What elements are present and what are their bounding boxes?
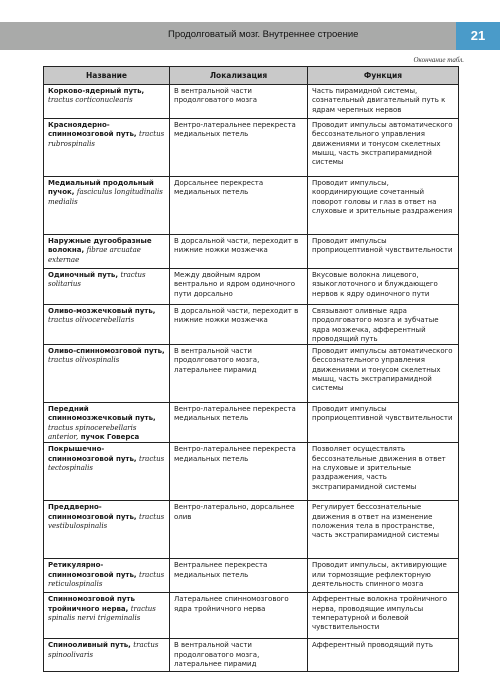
pathway-name-cell [44, 593, 170, 639]
table-row [44, 403, 459, 443]
page-number: 21 [456, 22, 500, 50]
pathway-name-cell [44, 403, 170, 443]
pathway-latin-name: tractus olivocerebellaris [48, 316, 135, 325]
table-body [44, 85, 459, 672]
pathway-name-cell [44, 501, 170, 559]
pathway-function-cell: Проводит импульсы, координирующие сочетанный поворот головы и глаз в ответ на слуховые и зрительные раздражения [308, 177, 459, 235]
pathway-name-cell [44, 85, 170, 119]
pathway-name-cell [44, 305, 170, 345]
table-row [44, 501, 459, 559]
pathway-name-cell [44, 345, 170, 403]
pathway-latin-name: tractus corticonuclearis [48, 96, 133, 105]
pathway-location-cell: Латеральнее спинномозгового ядра тройничного нерва [170, 593, 308, 639]
pathway-location-cell: В вентральной части продолговатого мозга, латеральнее пирамид [170, 639, 308, 672]
table-row [44, 177, 459, 235]
pathway-location-cell: Вентро-латеральнее перекреста медиальных петель [170, 119, 308, 177]
pathway-location-cell: Между двойным ядром вентрально и ядром одиночного пути дорсально [170, 269, 308, 305]
pathway-location-cell: Дорсальнее перекреста медиальных петель [170, 177, 308, 235]
table-row [44, 345, 459, 403]
pathway-name: Передний спинномозжечковый путь, [48, 405, 156, 423]
pathway-latin-name: tractus vestibulospinalis [48, 512, 165, 530]
page-header [0, 22, 500, 50]
pathway-function-cell: Часть пирамидной системы, сознательный двигательный путь к ядрам черепных нервов [308, 85, 459, 119]
column-header-location: Локализация [170, 67, 308, 85]
pathway-function-cell: Проводит импульсы проприоцептивной чувствительности [308, 235, 459, 269]
pathway-name-cell [44, 269, 170, 305]
pathway-name-cell [44, 177, 170, 235]
table-continuation-note: Окончание табл. [413, 56, 464, 64]
pathway-latin-name: tractus tectospinalis [48, 454, 165, 472]
pathway-location-cell: Вентро-латеральнее перекреста медиальных петель [170, 443, 308, 501]
pathway-function-cell: Вкусовые волокна лицевого, языкоглоточного и блуждающего нервов к ядру одиночного пути [308, 269, 459, 305]
pathway-name: Корково-ядерный путь, [48, 87, 145, 95]
pathway-name: Наружные дугообразные волокна, [48, 237, 152, 255]
pathway-function-cell: Проводит импульсы автоматического бессознательного управления движениями и тонусом скелетных мышц, часть экстрапирамидной системы [308, 345, 459, 403]
pathway-location-cell: Вентро-латеральнее перекреста медиальных петель [170, 403, 308, 443]
table-row [44, 593, 459, 639]
column-header-function: Функция [308, 67, 459, 85]
pathway-latin-name: tractus solitarius [48, 271, 146, 289]
pathway-location-cell: В вентральной части продолговатого мозга [170, 85, 308, 119]
pathway-function-cell: Проводит импульсы автоматического бессознательного управления движениями и тонусом скелетных мышц, часть экстрапирамидной системы [308, 119, 459, 177]
pathway-latin-name: tractus spinocerebellaris anterior, [48, 423, 137, 442]
pathway-function-cell: Проводит импульсы проприоцептивной чувствительности [308, 403, 459, 443]
pathway-latin-name: tractus olivospinalis [48, 356, 120, 365]
pathway-name: Медиальный продольный пучок, [48, 179, 154, 197]
pathway-latin-name: fasciculus longitudinalis medialis [48, 188, 163, 206]
pathway-name-cell [44, 559, 170, 593]
table-header-row [44, 67, 459, 85]
pathway-location-cell: Вентральнее перекреста медиальных петель [170, 559, 308, 593]
pathway-name: Одиночный путь, [48, 271, 119, 279]
table-row [44, 119, 459, 177]
pathway-function-cell: Позволяет осуществлять бессознательные движения в ответ на слуховые и зрительные раздражения, часть экстрапирамидной системы [308, 443, 459, 501]
pathway-function-cell: Связывают оливные ядра продолговатого мозга и зубчатые ядра мозжечка, афферентный проводящий путь [308, 305, 459, 345]
pathway-function-cell: Проводит импульсы, активирующие или тормозящие рефлекторную деятельность спинного мозга [308, 559, 459, 593]
pathway-latin-name: tractus spinalis nervi trigeminalis [48, 604, 156, 622]
pathways-table [43, 66, 459, 672]
pathway-latin-name: fibrae arcuatae externae [48, 246, 141, 264]
pathway-name: Красноядерно-спинномозговой путь, [48, 121, 137, 139]
pathway-name: Преддверно-спинномозговой путь, [48, 503, 137, 521]
pathway-name: Покрышечно-спинномозговой путь, [48, 445, 137, 463]
pathway-name: Спинооливный путь, [48, 641, 131, 650]
pathway-latin-name: tractus reticulospinalis [48, 570, 165, 588]
table-row [44, 559, 459, 593]
pathway-name-cell [44, 119, 170, 177]
pathway-location-cell: В дорсальной части, переходит в нижние ножки мозжечка [170, 305, 308, 345]
pathway-name: Оливо-мозжечковый путь, [48, 307, 156, 315]
pathway-latin-name: tractus rubrospinalis [48, 130, 165, 148]
pathway-location-cell: В вентральной части продолговатого мозга, латеральнее пирамид [170, 345, 308, 403]
table-row [44, 235, 459, 269]
table-row [44, 443, 459, 501]
column-header-name: Название [44, 67, 170, 85]
pathway-name: Ретикулярно-спинномозговой путь, [48, 561, 137, 579]
pathway-location-cell: Вентро-латерально, дорсальнее олив [170, 501, 308, 559]
pathway-latin-name: tractus spinoolivaris [48, 641, 159, 659]
table-row [44, 639, 459, 672]
page-title: Продолговатый мозг. Внутреннее строение [168, 29, 359, 40]
pathway-eponym: пучок Говерса [80, 433, 140, 442]
pathway-function-cell: Регулирует бессознательные движения в ответ на изменение положения тела в пространстве, часть экстрапирамидной системы [308, 501, 459, 559]
table-row [44, 269, 459, 305]
pathway-name: Спинномозговой путь тройничного нерва, [48, 595, 135, 613]
table-row [44, 305, 459, 345]
pathway-name-cell [44, 639, 170, 672]
pathway-function-cell: Афферентные волокна тройничного нерва, проводящие импульсы температурной и болевой чувствительности [308, 593, 459, 639]
pathway-name: Оливо-спинномозговой путь, [48, 347, 165, 356]
pathway-name-cell [44, 443, 170, 501]
pathway-name-cell [44, 235, 170, 269]
pathway-location-cell: В дорсальной части, переходит в нижние ножки мозжечка [170, 235, 308, 269]
pathway-function-cell: Афферентный проводящий путь [308, 639, 459, 672]
table-row [44, 85, 459, 119]
